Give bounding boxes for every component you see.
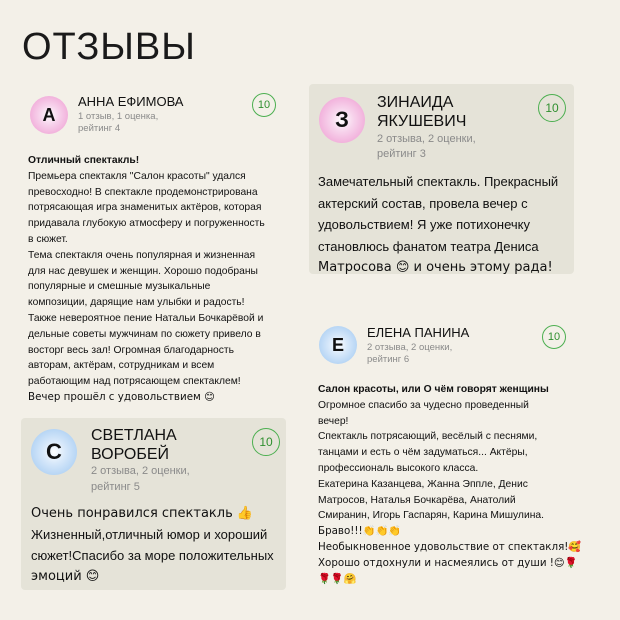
- review-line: дельные советы мужчинам по сюжету привело в: [28, 328, 261, 340]
- review-text: [28, 153, 292, 406]
- review-line: 🌹🌹🤗: [318, 572, 357, 585]
- reviewer-meta-counts: 2 отзыва, 2 оценки,: [377, 133, 476, 145]
- review-line: Спектакль потрясающий, весёлый с песнями,: [318, 431, 538, 443]
- review-headline: Салон красоты, или О чём говорят женщины: [318, 384, 549, 395]
- review-card-anna: [20, 84, 290, 404]
- review-line: сюжет!Спасибо за море положительных: [31, 548, 274, 563]
- review-line: Смиранин, Игорь Гаспарян, Карина Мишулина.: [318, 510, 544, 522]
- reviewer-name: АННА ЕФИМОВА: [78, 94, 184, 109]
- review-text: [318, 382, 582, 587]
- review-line: работающим над потрясающем спектаклем!: [28, 376, 241, 388]
- avatar-initial: А: [42, 104, 56, 125]
- review-line: потрясающая игра знаменитых актёров, которая: [28, 202, 262, 214]
- reviewer-name-last: ЯКУШЕВИЧ: [377, 113, 467, 130]
- review-text: [318, 171, 576, 279]
- review-line: Вечер прошёл с удовольствием 😊: [28, 390, 215, 403]
- review-line: Очень понравился спектакль 👍: [31, 506, 254, 521]
- avatar: [31, 429, 77, 475]
- review-card-zinaida: [309, 84, 574, 274]
- review-line: Жизненный,отличный юмор и хороший: [31, 527, 268, 542]
- review-line: удовольствием! Я уже потихонечку: [318, 217, 531, 232]
- review-text: [31, 503, 286, 587]
- reviewer-name-last: ВОРОБЕЙ: [91, 446, 170, 463]
- review-line: популярные и смешные музыкальные: [28, 281, 211, 293]
- review-line: придавала глубокую атмосферу и погруженность: [28, 218, 265, 230]
- reviewer-name-first: СВЕТЛАНА: [91, 427, 177, 444]
- page-title: ОТЗЫВЫ: [22, 26, 196, 68]
- review-line: Екатерина Казанцева, Жанна Эппле, Денис: [318, 478, 528, 490]
- avatar-initial: С: [46, 439, 62, 464]
- review-headline: Отличный спектакль!: [28, 155, 140, 166]
- avatar-initial: Е: [331, 334, 344, 355]
- avatar: [30, 96, 68, 134]
- avatar-initial: З: [335, 107, 349, 132]
- review-line: восторг весь зал! Огромная благодарность: [28, 344, 234, 356]
- reviewer-meta-rating: рейтинг 5: [91, 481, 140, 493]
- avatar: [319, 97, 365, 143]
- reviewer-meta-rating: рейтинг 6: [367, 354, 410, 365]
- review-line: танцами и есть о чём задуматься... Актёры,: [318, 447, 528, 459]
- review-card-svetlana: [21, 418, 286, 590]
- review-line: композиции, дарящие нам улыбки и радость!: [28, 297, 245, 309]
- review-line: авторам, актёрам, сотрудникам и всем: [28, 360, 215, 372]
- review-line: Замечательный спектакль. Прекрасный: [318, 174, 559, 189]
- reviewer-meta-counts: 2 отзыва, 2 оценки,: [91, 465, 190, 477]
- avatar: [319, 326, 357, 364]
- review-line: Матросов, Наталья Бочкарёва, Анатолий: [318, 494, 516, 506]
- review-line: превосходно! В спектакле продемонстрирована: [28, 186, 258, 198]
- review-line: вечер!: [318, 415, 349, 427]
- review-line: актерский состав, провела вечер с: [318, 195, 528, 211]
- score-badge: 10: [538, 94, 566, 122]
- review-line: Браво!!!👏👏👏: [318, 525, 402, 538]
- reviewer-name-first: ЗИНАИДА: [377, 94, 454, 111]
- review-line: для нас девушек и женщин. Хорошо подобраны: [28, 265, 258, 277]
- review-line: Хорошо отдохнули и насмеялись от души !😊🌹: [318, 556, 578, 569]
- review-line: Тема спектакля очень популярная и жизненная: [28, 249, 256, 261]
- score-badge: 10: [542, 325, 566, 349]
- reviewer-meta-rating: рейтинг 3: [377, 148, 426, 160]
- score-badge: 10: [252, 428, 280, 456]
- reviewer-meta-rating: рейтинг 4: [78, 123, 121, 134]
- reviewer-name: ЕЛЕНА ПАНИНА: [367, 325, 470, 340]
- review-line: Также невероятное пение Натальи Бочкарёвой и: [28, 312, 264, 324]
- review-line: Огромное спасибо за чудесно проведенный: [318, 399, 529, 411]
- reviewer-meta-counts: 1 отзыв, 1 оценка,: [78, 111, 159, 122]
- review-line: становлюсь фанатом театра Дениса: [318, 238, 539, 254]
- review-card-elena: [310, 318, 580, 593]
- review-line: эмоций 😊: [31, 569, 100, 584]
- reviewer-meta-counts: 2 отзыва, 2 оценки,: [367, 342, 453, 353]
- review-line: Необыкновенное удовольствие от спектакля!🥰: [318, 540, 582, 553]
- review-line: Матросова 😊 и очень этому рада!: [318, 260, 553, 275]
- review-line: Премьера спектакля "Салон красоты" удался: [28, 170, 246, 182]
- review-line: в сюжет.: [28, 233, 68, 245]
- score-badge: 10: [252, 93, 276, 117]
- review-line: профессиональ высокого класса.: [318, 462, 479, 474]
